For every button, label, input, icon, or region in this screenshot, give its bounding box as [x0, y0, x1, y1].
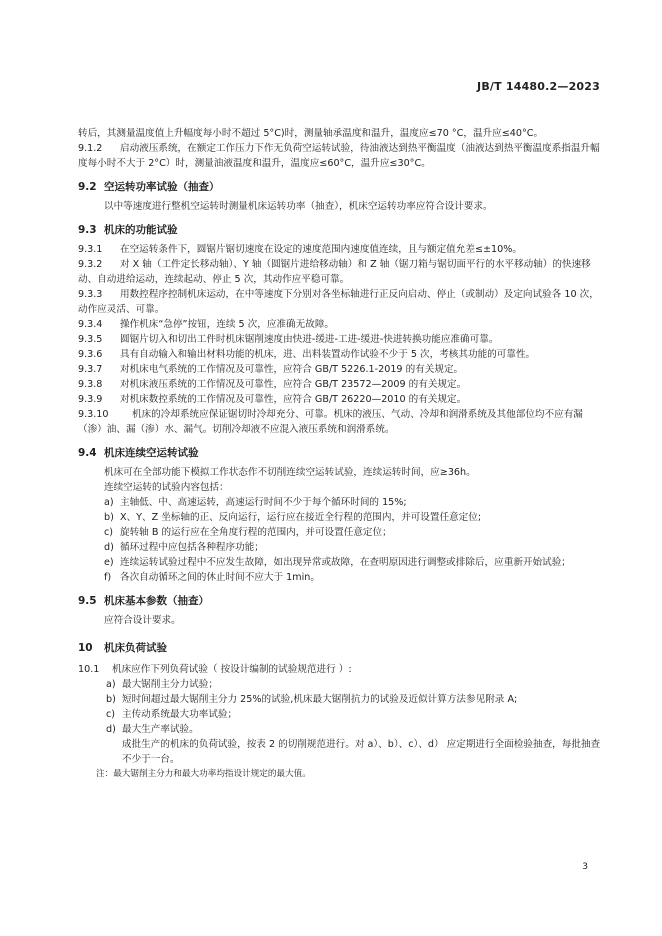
heading-9-2 [78, 180, 602, 195]
clause-text: 具有自动输入和输出材料功能的机床，进、出料装置动作试验不少于 5 次，考核其功能的可靠性。 [120, 349, 536, 360]
heading-title: 机床的功能试验 [104, 224, 178, 236]
clause [78, 287, 602, 317]
list-item [78, 707, 602, 722]
heading-number: 9.3 [78, 224, 97, 236]
paragraph: 连续空运转的试验内容包括： [104, 482, 229, 493]
clause [78, 407, 602, 437]
heading-number: 9.5 [78, 595, 97, 607]
list-text: 连续运转试验过程中不应发生故障，如出现异常或故障，在查明原因进行调整或排除后，应重新开始试验； [120, 557, 571, 568]
clause [78, 332, 602, 347]
clause-text: 机床应作下列负荷试验（ 按设计编制的试验规范进行 ）: [112, 664, 352, 675]
clause-text: 用数控程序控制机床运动，在中等速度下分别对各坐标轴进行正反向启动、停止（或制动）及定向试验各 10 次，动作应灵活、可靠。 [78, 289, 599, 315]
list-text: 主传动系统最大功率试验； [122, 709, 238, 720]
clause-number: 9.3.4 [78, 319, 103, 330]
clause [78, 257, 602, 287]
clause-number: 10.1 [78, 664, 100, 675]
heading-9-3 [78, 223, 602, 238]
heading-number: 9.2 [78, 181, 97, 193]
list-marker: a) [104, 497, 114, 508]
clause-number: 9.1.2 [78, 143, 103, 154]
clause-number: 9.3.7 [78, 364, 103, 375]
paragraph: 机床可在全部功能下模拟工作状态作不切削连续空运转试验，连续运转时间，应≥36h。 [104, 467, 476, 478]
clause-text: 对机床液压系统的工作情况及可靠性，应符合 GB/T 23572—2009 的有关规定。 [120, 379, 467, 390]
list-marker: a) [106, 679, 116, 690]
list-item [78, 540, 602, 555]
list-item [78, 510, 602, 525]
clause [78, 242, 602, 257]
heading-title: 空运转功率试验（抽查） [104, 181, 220, 193]
list-marker: d) [106, 724, 116, 735]
list-marker: e) [104, 557, 114, 568]
note: 注：最大锯削主分力和最大功率均指设计规定的最大值。 [96, 769, 311, 779]
heading-number: 9.4 [78, 447, 97, 459]
clause-number: 9.3.10 [78, 409, 109, 420]
list-item [78, 677, 602, 692]
list-marker: f) [104, 572, 112, 583]
clause-number: 9.3.1 [78, 244, 103, 255]
clause-text: 机床的冷却系统应保证锯切时冷却充分、可靠。机床的液压、气动、冷却和润滑系统及其他部位均不应有漏（渗）油、漏（渗）水、漏气。切削冷却液不应混入液压系统和润滑系统。 [78, 409, 583, 435]
list-text: X、Y、Z 坐标轴的正、反向运行，运行应在接近全行程的范围内，并可设置任意定位; [120, 512, 482, 523]
list-item [78, 692, 602, 707]
clause-number: 9.3.5 [78, 334, 103, 345]
paragraph: 成批生产的机床的负荷试验，按表 2 的切削规范进行。对 a）、b）、c）、d） 应定期进行全面检验抽查，每批抽查不少于一台。 [122, 739, 601, 765]
clause [78, 317, 602, 332]
clause [78, 392, 602, 407]
list-text: 最大锯削主分力试验； [122, 679, 218, 690]
paragraph: 应符合设计要求。 [104, 615, 181, 626]
list-text: 循环过程中应包括各种程序功能； [120, 542, 264, 553]
list-item [78, 570, 602, 585]
heading-10 [78, 641, 602, 656]
clause-text: 对 X 轴（工件定长移动轴）、Y 轴（圆锯片进给移动轴）和 Z 轴（锯刀箱与锯切面平行的水平移动轴）的快速移动、自动进给运动，连续起动、停止 5 次，其动作应平稳可靠。 [78, 259, 591, 285]
list-item [78, 555, 602, 570]
list-marker: b) [106, 694, 116, 705]
clause-text: 圆锯片切入和切出工件时机床锯削速度由快进-缓进-工进-缓进-快进转换功能应准确可靠。 [120, 334, 499, 345]
document-body [78, 126, 602, 782]
list-item [78, 525, 602, 540]
clause-text: 操作机床“急停”按钮，连续 5 次，应准确无故障。 [120, 319, 335, 330]
list-text: 最大生产率试验。 [122, 724, 199, 735]
clause [78, 362, 602, 377]
clause-text: 启动液压系统，在额定工作压力下作无负荷空运转试验，待油液达到热平衡温度（油液达到热平衡温度系指温升幅度每小时不大于 2°C）时，测量油液温度和温升，温度应≤60°C，温升应≤30°C。 [78, 143, 600, 169]
list-item [78, 495, 602, 510]
standard-number: JB/T 14480.2—2023 [477, 80, 600, 93]
clause-number: 9.3.6 [78, 349, 103, 360]
paragraph: 以中等速度进行整机空运转时测量机床运转功率（抽查），机床空运转功率应符合设计要求。 [104, 201, 493, 212]
clause-number: 9.3.8 [78, 379, 103, 390]
list-marker: d) [104, 542, 114, 553]
clause-text: 在空运转条件下，圆锯片锯切速度在设定的速度范围内速度值连续，且与额定值允差≤±10%。 [120, 244, 522, 255]
clause-text: 对机床数控系统的工作情况及可靠性，应符合 GB/T 26220—2010 的有关规定。 [120, 394, 467, 405]
clause-number: 9.3.9 [78, 394, 103, 405]
heading-9-4 [78, 446, 602, 461]
clause [78, 347, 602, 362]
heading-9-5 [78, 594, 602, 609]
heading-title: 机床负荷试验 [104, 642, 167, 654]
list-text: 主轴低、中、高速运转，高速运行时间不少于每个循环时间的 15%; [120, 497, 407, 508]
list-marker: c) [106, 709, 116, 720]
list-marker: b) [104, 512, 114, 523]
list-item [78, 722, 602, 737]
heading-number: 10 [78, 642, 93, 654]
list-text: 各次自动循环之间的休止时间不应大于 1min。 [120, 572, 320, 583]
clause-number: 9.3.2 [78, 259, 103, 270]
clause-text: 对机床电气系统的工作情况及可靠性，应符合 GB/T 5226.1-2019 的有关规定。 [120, 364, 464, 375]
clause-9-1-2 [78, 141, 602, 171]
heading-title: 机床基本参数（抽查） [104, 595, 209, 607]
heading-title: 机床连续空运转试验 [104, 447, 199, 459]
page-number: 3 [582, 862, 588, 872]
clause-10-1 [78, 662, 602, 677]
paragraph: 转后，其测量温度值上升幅度每小时不超过 5°C)时，测量轴承温度和温升，温度应≤70 °C，温升应≤40°C。 [78, 128, 544, 139]
list-text: 旋转轴 B 的运行应在全角度行程的范围内，并可设置任意定位； [120, 527, 392, 538]
list-text: 短时间超过最大锯削主分力 25%的试验,机床最大锯削抗力的试验及近似计算方法参见附录 A; [122, 694, 518, 705]
list-marker: c) [104, 527, 114, 538]
clause-number: 9.3.3 [78, 289, 103, 300]
clause [78, 377, 602, 392]
